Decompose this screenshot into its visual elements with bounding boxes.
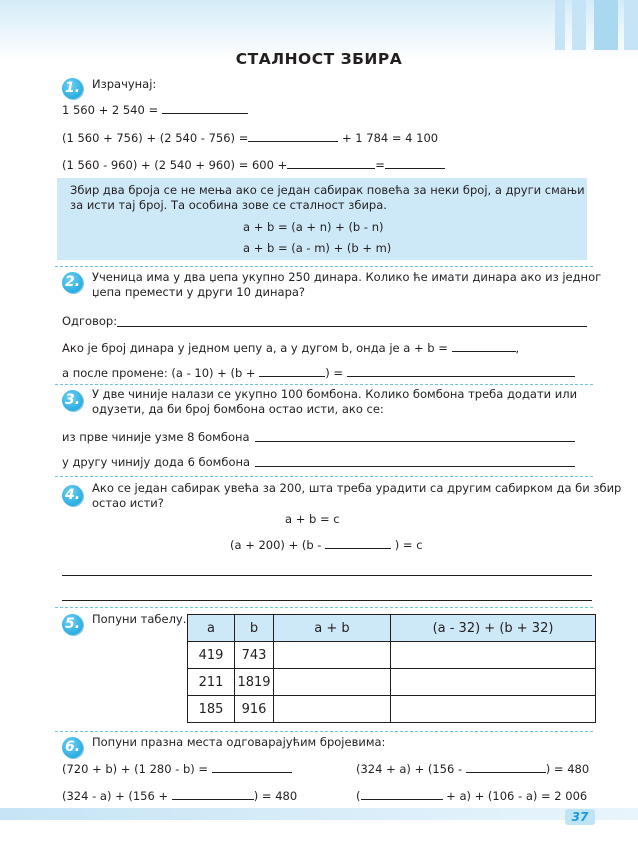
- task6-eq2-left: (324 + a) + (156 -: [356, 762, 463, 776]
- task1-line2-right: + 1 784 = 4 100: [342, 131, 439, 145]
- task2-text-1: Ученица има у два џепа укупно 250 динара. Колико ће имати динара ако из једног: [92, 270, 602, 284]
- task1-line1-text: 1 560 + 2 540 =: [62, 103, 159, 117]
- table-cell: 916: [235, 696, 274, 723]
- task6-eq3: [62, 788, 297, 803]
- task1-line2: [62, 130, 438, 145]
- task1-line3: [62, 157, 445, 172]
- task6-eq3-left: (324 - a) + (156 +: [62, 789, 169, 803]
- task2-line-a: [62, 340, 519, 355]
- task1-line2-left: (1 560 + 756) + (2 540 - 756) =: [62, 131, 249, 145]
- answer-blank[interactable]: [162, 102, 248, 114]
- table-cell: 743: [235, 642, 274, 669]
- task-number-2: 2.: [62, 272, 83, 293]
- task-number-4: 4.: [62, 485, 83, 506]
- page-number: 37: [565, 809, 595, 825]
- task6-eq4-left: (: [356, 789, 361, 803]
- answer-blank[interactable]: [452, 340, 516, 352]
- rule-formula-1: a + b = (a + n) + (b - n): [243, 220, 384, 234]
- answer-line[interactable]: [62, 575, 592, 576]
- answer-line[interactable]: [62, 600, 592, 601]
- header-stripe: [594, 0, 618, 50]
- table-answer-cell[interactable]: [391, 669, 596, 696]
- page-title: СТАЛНОСТ ЗБИРА: [235, 50, 403, 68]
- answer-blank[interactable]: [385, 157, 445, 169]
- task-number-5: 5.: [62, 614, 83, 635]
- task2-text-2: џепа премести у други 10 динара?: [92, 285, 306, 299]
- task2-line-a-text: Ако је број динара у једном џепу a, а у дугом b, онда је a + b =: [62, 341, 448, 355]
- section-divider: [55, 384, 593, 385]
- task3-text-2: одузети, да би број бомбона остао исти, ако се:: [92, 402, 384, 416]
- table-answer-cell[interactable]: [391, 642, 596, 669]
- task3-text-1: У две чиније налази се укупно 100 бомбона. Колико бомбона треба додати или: [92, 387, 578, 401]
- table-row: [188, 669, 596, 696]
- header-stripe: [555, 0, 565, 50]
- table-cell: 211: [188, 669, 235, 696]
- section-divider: [55, 476, 593, 477]
- table-cell: 419: [188, 642, 235, 669]
- task4-formula-2: [230, 537, 423, 552]
- table-row: [188, 696, 596, 723]
- task3-item-2: у другу чинију дода 6 бомбона: [62, 455, 251, 469]
- task6-eq3-right: ) = 480: [253, 789, 298, 803]
- rule-formula-2: a + b = (a - m) + (b + m): [243, 241, 392, 255]
- header-stripe: [572, 0, 586, 50]
- header-stripe: [624, 0, 638, 50]
- task2-line-b-left: а после промене: (a - 10) + (b +: [62, 366, 256, 380]
- table-answer-cell[interactable]: [274, 642, 391, 669]
- section-divider: [55, 731, 593, 732]
- task1-line1: [62, 102, 248, 117]
- answer-blank[interactable]: [248, 130, 338, 142]
- answer-blank[interactable]: [361, 788, 443, 800]
- task1-instruction: Израчунај:: [92, 77, 157, 91]
- table-header-cell: a: [188, 615, 235, 642]
- answer-line[interactable]: [117, 326, 587, 327]
- task6-eq1: [62, 761, 292, 776]
- table-answer-cell[interactable]: [274, 669, 391, 696]
- rule-text-1: Збир два броја се не мења ако се један сабирак повећа за неки број, а други смањи: [70, 183, 585, 197]
- task4-formula-2-right: ) = c: [394, 538, 423, 552]
- task4-text-2: остао исти?: [92, 496, 164, 510]
- table-cell: 185: [188, 696, 235, 723]
- table-header-cell: a + b: [274, 615, 391, 642]
- answer-blank[interactable]: [466, 761, 546, 773]
- task2-line-b-right: ) =: [325, 366, 343, 380]
- task5-instruction: Попуни табелу.: [92, 612, 187, 626]
- task3-item-1: из прве чиније узме 8 бомбона: [62, 430, 250, 444]
- task6-instruction: Попуни празна места одговарајућим бројевима:: [92, 735, 386, 749]
- task4-formula-2-left: (a + 200) + (b -: [230, 538, 322, 552]
- rule-text-2: за исти тај број. Та особина зове се сталност збира.: [70, 198, 387, 212]
- table-header-row: [188, 615, 596, 642]
- table-cell: 1819: [235, 669, 274, 696]
- task1-line3-left: (1 560 - 960) + (2 540 + 960) = 600 +: [62, 158, 288, 172]
- answer-blank[interactable]: [259, 365, 325, 377]
- sum-table: [187, 614, 596, 723]
- answer-blank[interactable]: [287, 157, 375, 169]
- task6-eq2: [356, 761, 589, 776]
- task4-text-1: Ако се један сабирак увећа за 200, шта треба урадити са другим сабирком да би збир: [92, 481, 622, 495]
- task-number-1: 1.: [62, 78, 83, 99]
- task6-eq2-right: ) = 480: [545, 762, 590, 776]
- table-header-cell: (a - 32) + (b + 32): [391, 615, 596, 642]
- task6-eq4: [356, 788, 587, 803]
- task1-line3-eq: =: [375, 158, 385, 172]
- answer-line[interactable]: [255, 466, 575, 467]
- answer-blank[interactable]: [212, 761, 292, 773]
- task2-answer-label: Одговор:: [62, 314, 118, 328]
- table-row: [188, 642, 596, 669]
- task6-eq4-right: + a) + (106 - a) = 2 006: [446, 789, 588, 803]
- task4-formula-1: a + b = c: [285, 512, 340, 526]
- footer-band: [0, 808, 638, 820]
- task6-eq1-text: (720 + b) + (1 280 - b) =: [62, 762, 209, 776]
- answer-blank[interactable]: [347, 365, 575, 377]
- answer-blank[interactable]: [172, 788, 254, 800]
- section-divider: [55, 607, 593, 608]
- table-answer-cell[interactable]: [391, 696, 596, 723]
- answer-blank[interactable]: [325, 537, 391, 549]
- task2-line-b: [62, 365, 575, 380]
- task-number-3: 3.: [62, 390, 83, 411]
- table-answer-cell[interactable]: [274, 696, 391, 723]
- table-header-cell: b: [235, 615, 274, 642]
- task2-line-a-comma: ,: [515, 341, 520, 355]
- section-divider: [55, 266, 593, 267]
- answer-line[interactable]: [255, 441, 575, 442]
- task-number-6: 6.: [62, 737, 83, 758]
